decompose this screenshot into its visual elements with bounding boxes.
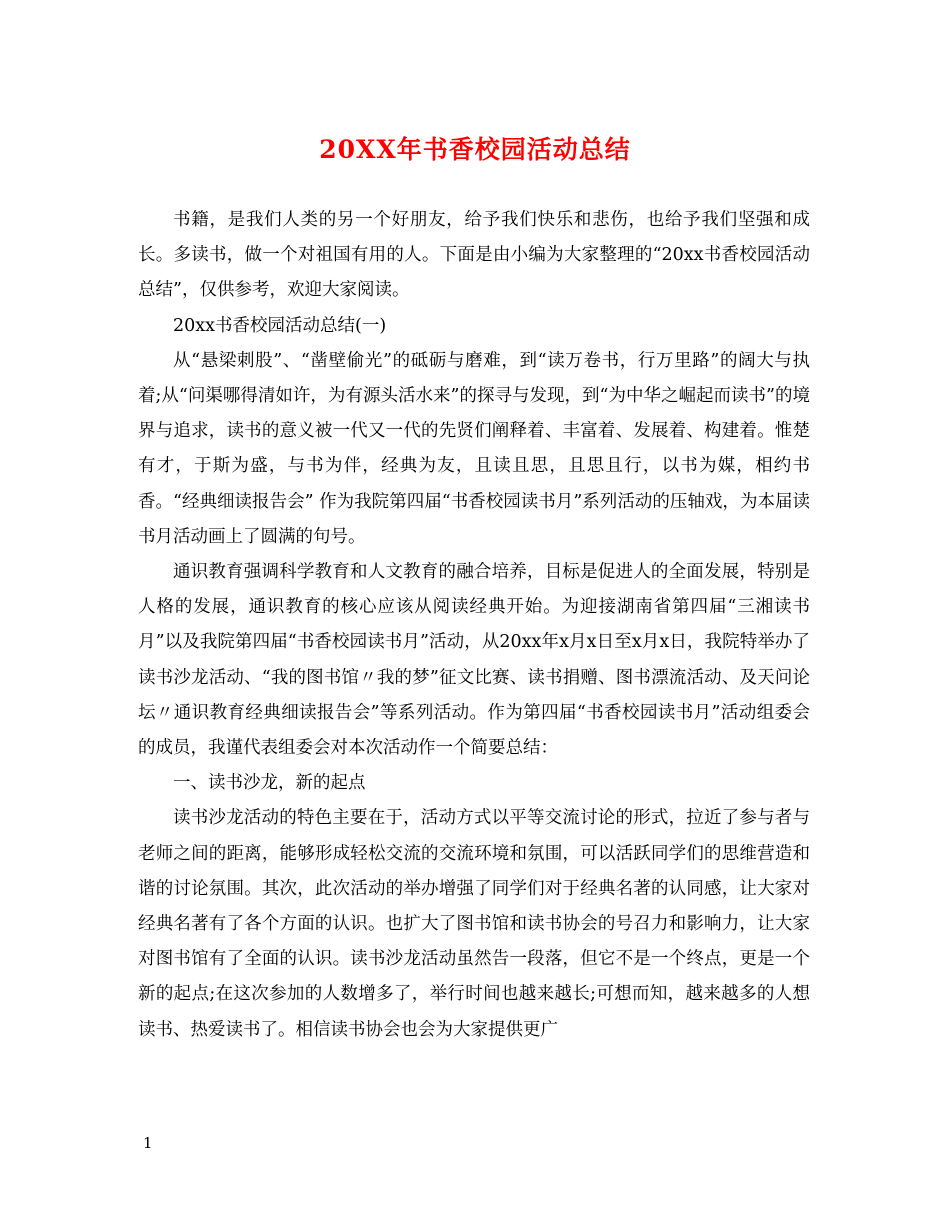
section-heading-reading-salon: 一、读书沙龙，新的起点 [173, 773, 366, 794]
page-title: 20XX年书香校园活动总结 [319, 135, 631, 164]
paragraph-intro: 书籍，是我们人类的另一个好朋友，给予我们快乐和悲伤，也给予我们坚强和成长。多读书，做一个对祖国有用的人。下面是由小编为大家整理的“20xx书香校园活动总结”，仅供参考，欢迎大家阅读。 [138, 210, 810, 301]
paragraph-reading-meaning: 从“悬梁刺股”、“凿壁偷光”的砥砺与磨难，到“读万卷书，行万里路”的阔大与执着;从“问渠哪得清如许，为有源头活水来”的探寻与发现，到“为中华之崛起而读书”的境界与追求，读书的意义被一代又一代的先贤们阐释着、丰富着、发展着、构建着。惟楚有才，于斯为盛，与书为伴，经典为友，且读且思，且思且行，以书为媒，相约书香。“经典细读报告会” 作为我院第四届“书香校园读书月”系列活动的压轴戏，为本届读书月活动画上了圆满的句号。 [138, 350, 810, 547]
paragraph-general-education: 通识教育强调科学教育和人文教育的融合培养，目标是促进人的全面发展，特别是人格的发展，通识教育的核心应该从阅读经典开始。为迎接湖南省第四届“三湘读书月”以及我院第四届“书香校园读书月”活动，从20xx年x月x日至x月x日，我院特举办了读书沙龙活动、“我的图书馆〃我的梦”征文比赛、读书捐赠、图书漂流活动、及天问论坛〃通识教育经典细读报告会”等系列活动。作为第四届“书香校园读书月”活动组委会的成员，我谨代表组委会对本次活动作一个简要总结： [138, 562, 810, 759]
body-text [138, 203, 810, 1048]
paragraph-reading-salon: 读书沙龙活动的特色主要在于，活动方式以平等交流讨论的形式，拉近了参与者与老师之间的距离，能够形成轻松交流的交流环境和氛围，可以活跃同学们的思维营造和谐的讨论氛围。其次，此次活动的举办增强了同学们对于经典名著的认同感，让大家对经典名著有了各个方面的认识。也扩大了图书馆和读书协会的号召力和影响力，让大家对图书馆有了全面的认识。读书沙龙活动虽然告一段落，但它不是一个终点，更是一个新的起点;在这次参加的人数增多了，举行时间也越来越长;可想而知，越来越多的人想读书、热爱读书了。相信读书协会也会为大家提供更广 [138, 808, 810, 1040]
page-number: 1 [143, 1134, 153, 1152]
section-heading-summary-one: 20xx书香校园活动总结(一) [173, 315, 387, 336]
